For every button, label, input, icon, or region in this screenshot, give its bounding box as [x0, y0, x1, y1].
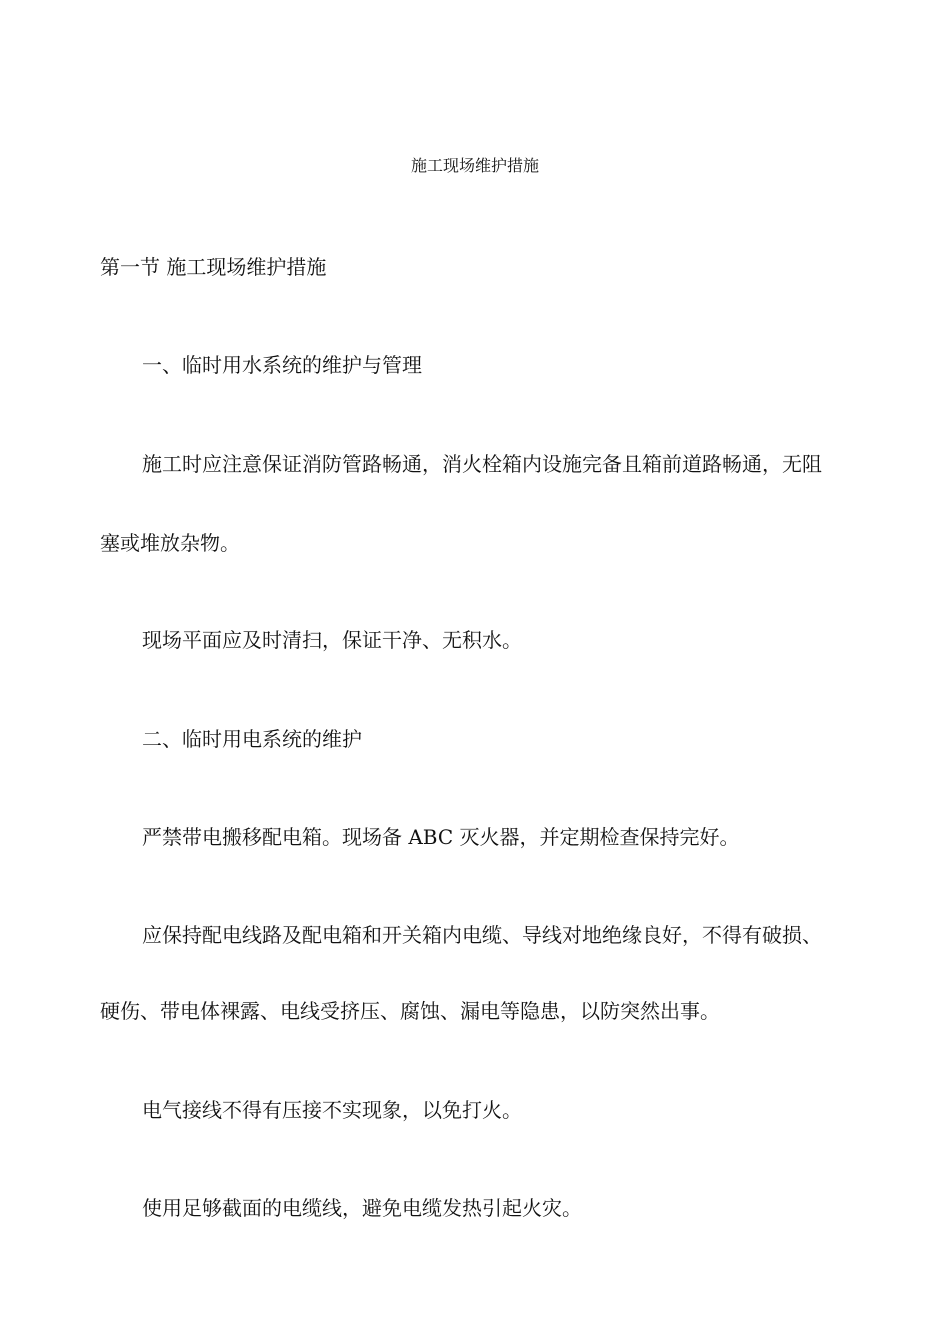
section-heading: 第一节 施工现场维护措施 [100, 255, 327, 279]
paragraph-power-2-line-1: 应保持配电线路及配电箱和开关箱内电缆、导线对地绝缘良好，不得有破损、 [142, 923, 822, 947]
document-title: 施工现场维护措施 [410, 156, 539, 175]
subsection-heading-power: 二、临时用电系统的维护 [142, 727, 362, 751]
paragraph-water-1-line-1: 施工时应注意保证消防管路畅通，消火栓箱内设施完备且箱前道路畅通，无阻 [142, 452, 822, 476]
paragraph-water-2: 现场平面应及时清扫，保证干净、无积水。 [142, 628, 522, 652]
subsection-heading-water: 一、临时用水系统的维护与管理 [142, 353, 422, 377]
paragraph-power-3: 电气接线不得有压接不实现象，以免打火。 [142, 1098, 522, 1122]
paragraph-power-1: 严禁带电搬移配电箱。现场备 ABC 灭火器，并定期检查保持完好。 [142, 825, 740, 849]
paragraph-power-2-line-2: 硬伤、带电体裸露、电线受挤压、腐蚀、漏电等隐患，以防突然出事。 [100, 999, 720, 1023]
paragraph-power-4: 使用足够截面的电缆线，避免电缆发热引起火灾。 [142, 1196, 582, 1220]
paragraph-water-1-line-2: 塞或堆放杂物。 [100, 531, 240, 555]
